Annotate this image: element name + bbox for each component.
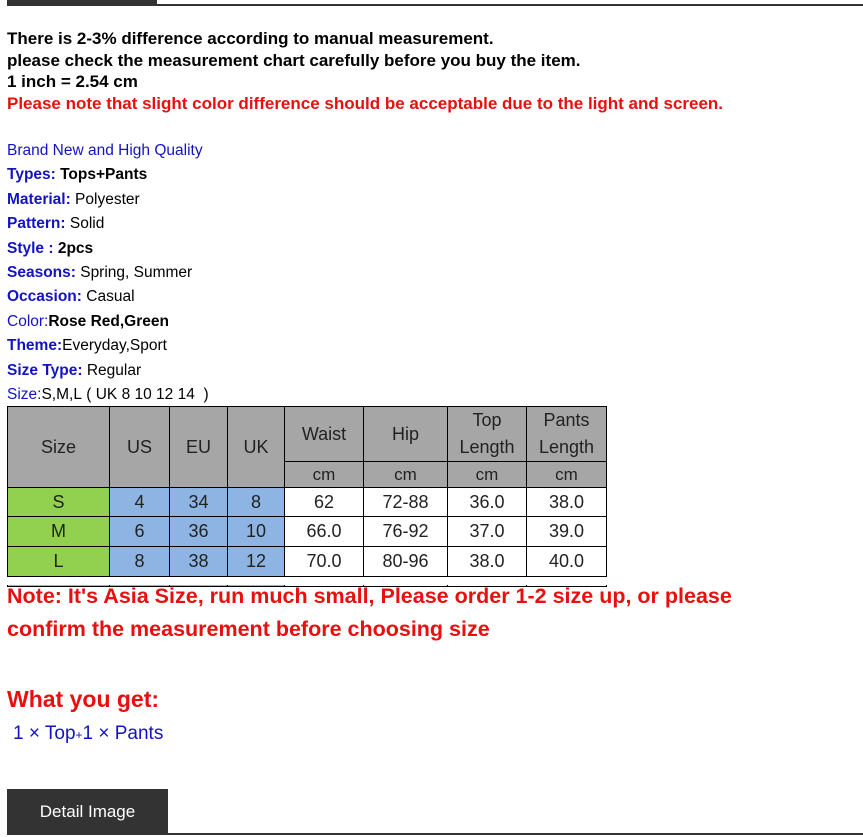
bottom-divider-line bbox=[168, 833, 863, 835]
cell-top-length: 36.0 bbox=[448, 488, 527, 517]
header-pants-length-line2: Length bbox=[538, 437, 595, 457]
attr-color bbox=[7, 310, 209, 334]
asia-size-note-line1: Note: It's Asia Size, run much small, Please order 1-2 size up, or please bbox=[7, 584, 732, 608]
cell-size: L bbox=[8, 547, 110, 577]
note-inch-conversion: 1 inch = 2.54 cm bbox=[7, 72, 138, 91]
detail-image-tab[interactable]: Detail Image bbox=[7, 789, 168, 835]
package-pants: 1 × Pants bbox=[82, 723, 164, 744]
plus-sign: + bbox=[75, 728, 83, 742]
unit-waist: cm bbox=[285, 462, 364, 488]
cell-top-length: 37.0 bbox=[448, 517, 527, 547]
header-us: US bbox=[110, 407, 170, 488]
package-top: 1 × Top bbox=[13, 723, 76, 744]
cell-size: S bbox=[8, 488, 110, 517]
attr-seasons bbox=[7, 261, 209, 285]
header-pants-length bbox=[527, 407, 607, 462]
cell-waist: 62 bbox=[285, 488, 364, 517]
attr-types bbox=[7, 163, 209, 187]
unit-top: cm bbox=[448, 462, 527, 488]
cell-us: 8 bbox=[110, 547, 170, 577]
attr-pattern bbox=[7, 212, 209, 236]
attr-label: Material: bbox=[7, 190, 71, 208]
table-row bbox=[8, 517, 607, 547]
header-size: Size bbox=[8, 407, 110, 488]
attr-value: S,M,L ( UK 8 10 12 14 ) bbox=[41, 386, 209, 404]
unit-hip: cm bbox=[364, 462, 448, 488]
header-eu: EU bbox=[170, 407, 228, 488]
cell-waist: 66.0 bbox=[285, 517, 364, 547]
cell-top-length: 38.0 bbox=[448, 547, 527, 577]
note-difference: There is 2-3% difference according to manual measurement. bbox=[7, 29, 494, 48]
asia-size-note-line2: confirm the measurement before choosing size bbox=[7, 617, 490, 641]
note-check-chart: please check the measurement chart carefully before you buy the item. bbox=[7, 50, 581, 70]
attr-value: Rose Red,Green bbox=[48, 312, 169, 330]
header-waist: Waist bbox=[285, 407, 364, 462]
size-table-header-row bbox=[8, 407, 607, 462]
attr-theme bbox=[7, 334, 209, 358]
attr-label: Theme: bbox=[7, 337, 63, 355]
header-uk: UK bbox=[228, 407, 285, 488]
attr-size-type bbox=[7, 359, 209, 383]
attr-label: Style : bbox=[7, 239, 54, 257]
cell-pants-length: 40.0 bbox=[527, 547, 607, 577]
header-top-length-line2: Length bbox=[459, 437, 515, 457]
attr-style bbox=[7, 237, 209, 261]
attr-label: Size: bbox=[7, 386, 42, 404]
cell-uk: 12 bbox=[228, 547, 285, 577]
size-chart-table bbox=[7, 406, 607, 587]
cell-hip: 80-96 bbox=[364, 547, 448, 577]
attr-value: Tops+Pants bbox=[55, 166, 148, 184]
cell-pants-length: 39.0 bbox=[527, 517, 607, 547]
cell-hip: 72-88 bbox=[364, 488, 448, 517]
note-color-difference: Please note that slight color difference should be acceptable due to the light and screen. bbox=[7, 93, 724, 113]
cell-us: 6 bbox=[110, 517, 170, 547]
header-hip: Hip bbox=[364, 407, 448, 462]
package-contents bbox=[13, 723, 163, 745]
cell-pants-length: 38.0 bbox=[527, 488, 607, 517]
unit-pants: cm bbox=[527, 462, 607, 488]
attr-value: Regular bbox=[82, 361, 142, 379]
attr-value: Casual bbox=[81, 288, 135, 306]
header-top-length-line1: Top bbox=[472, 410, 502, 430]
attr-label: Types: bbox=[7, 166, 56, 184]
top-tab bbox=[7, 0, 157, 6]
attr-label: Pattern: bbox=[7, 215, 66, 233]
cell-uk: 8 bbox=[228, 488, 285, 517]
header-pants-length-line1: Pants bbox=[543, 410, 590, 430]
header-top-length bbox=[448, 407, 527, 462]
cell-eu: 36 bbox=[170, 517, 228, 547]
cell-waist: 70.0 bbox=[285, 547, 364, 577]
attr-value: Solid bbox=[65, 215, 105, 233]
table-row bbox=[8, 547, 607, 577]
attr-value: Polyester bbox=[70, 190, 140, 208]
measurement-notes bbox=[7, 28, 723, 114]
attr-label: Color: bbox=[7, 312, 49, 330]
attr-material bbox=[7, 188, 209, 212]
attr-value: Spring, Summer bbox=[75, 264, 193, 282]
attr-size bbox=[7, 383, 209, 407]
top-divider bbox=[0, 0, 863, 6]
cell-us: 4 bbox=[110, 488, 170, 517]
product-attributes bbox=[7, 139, 209, 407]
attr-label: Size Type: bbox=[7, 361, 83, 379]
cell-hip: 76-92 bbox=[364, 517, 448, 547]
attr-label: Seasons: bbox=[7, 264, 76, 282]
top-divider-line bbox=[157, 4, 863, 6]
cell-size: M bbox=[8, 517, 110, 547]
asia-size-note bbox=[7, 580, 732, 646]
detail-image-section bbox=[7, 789, 863, 837]
brand-line: Brand New and High Quality bbox=[7, 142, 203, 159]
attr-value: 2pcs bbox=[53, 239, 94, 257]
table-row bbox=[8, 488, 607, 517]
attr-label: Occasion: bbox=[7, 288, 82, 306]
attr-occasion bbox=[7, 285, 209, 309]
cell-eu: 34 bbox=[170, 488, 228, 517]
attr-value: Everyday,Sport bbox=[62, 337, 167, 355]
what-you-get-title: What you get: bbox=[7, 686, 160, 712]
cell-eu: 38 bbox=[170, 547, 228, 577]
cell-uk: 10 bbox=[228, 517, 285, 547]
